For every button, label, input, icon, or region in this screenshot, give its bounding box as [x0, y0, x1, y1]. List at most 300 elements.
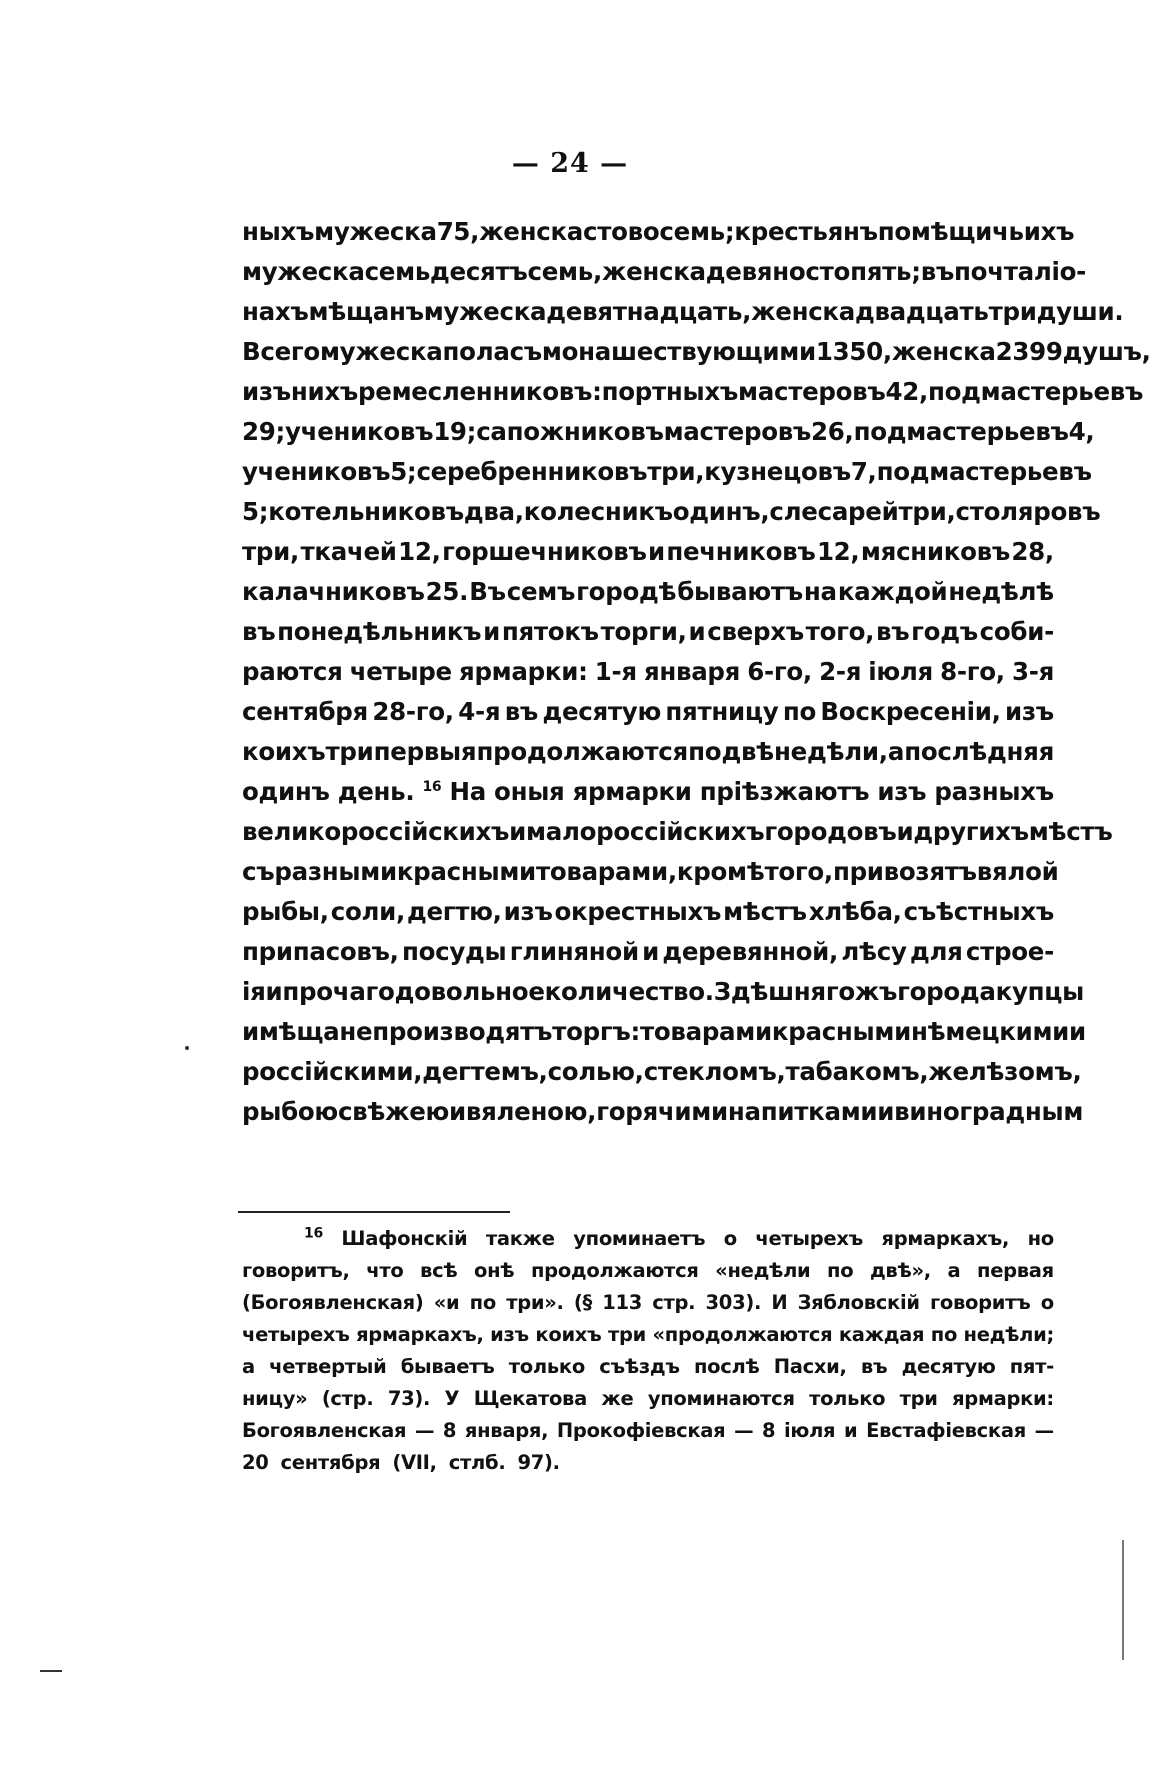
word: солью,	[547, 1057, 644, 1086]
word: января	[643, 657, 741, 686]
footnote-line	[242, 1383, 1054, 1415]
word: десятую	[542, 697, 661, 726]
word: ярмарки:	[952, 1387, 1054, 1410]
word: нѣмецкими	[911, 1017, 1070, 1046]
word: женска	[601, 257, 706, 286]
word: (стр.	[321, 1387, 374, 1410]
word: съ	[242, 857, 275, 886]
word: Зябловскій	[797, 1291, 920, 1314]
word: города	[897, 977, 996, 1006]
word: товарами	[639, 1017, 772, 1046]
word: послѣ	[693, 1355, 760, 1378]
word: рыбою	[242, 1097, 338, 1126]
word: стлб.	[448, 1451, 506, 1474]
word: У	[444, 1387, 460, 1410]
word: —	[1034, 1419, 1054, 1442]
word: и	[449, 1097, 466, 1126]
word: строе-	[965, 937, 1054, 966]
word: каждая	[838, 1323, 925, 1346]
word: торгъ:	[552, 1017, 640, 1046]
word: три,	[242, 537, 300, 566]
word: крестьянъ	[734, 217, 878, 246]
word: 6-го,	[747, 657, 812, 686]
word: душъ,	[1062, 337, 1151, 366]
word: и	[688, 617, 706, 646]
word: сверхъ	[707, 617, 804, 646]
word: изъ	[877, 777, 927, 806]
word: одинъ	[242, 777, 330, 806]
word: 113	[602, 1291, 642, 1314]
word: и	[642, 937, 660, 966]
word: четырехъ	[755, 1227, 863, 1250]
word: недѣлѣ	[948, 577, 1054, 606]
text-line	[242, 372, 1144, 412]
word: четырехъ	[242, 1323, 350, 1346]
word: три,	[647, 457, 705, 486]
word: Пасхи,	[773, 1355, 847, 1378]
word: по	[782, 697, 816, 726]
text-line	[242, 612, 1054, 652]
word: Евстафіевская	[866, 1419, 1026, 1442]
word: стекломъ,	[643, 1057, 786, 1086]
word: и	[242, 1017, 259, 1046]
word: 3-я	[1011, 657, 1054, 686]
word: мѣщанъ	[308, 297, 424, 326]
word: малороссійскихъ	[525, 817, 765, 846]
word: портныхъ	[601, 377, 739, 406]
word: 73).	[387, 1387, 431, 1410]
word: купцы	[995, 977, 1084, 1006]
footnote-line	[242, 1415, 1054, 1447]
word: семь,	[527, 257, 602, 286]
word: 303).	[705, 1291, 762, 1314]
word: ныхъ	[242, 217, 315, 246]
word: и	[648, 537, 665, 566]
word: 8	[762, 1419, 776, 1442]
word: по	[930, 1323, 958, 1346]
word: женска	[479, 217, 584, 246]
word: и	[844, 1419, 858, 1442]
word: ярмарки:	[459, 657, 588, 686]
word: упоминаются	[647, 1387, 795, 1410]
word: всѣ	[420, 1259, 458, 1282]
word: о	[723, 1227, 737, 1250]
text-line	[242, 852, 1059, 892]
text-line	[242, 492, 1101, 532]
word: (§	[573, 1291, 592, 1314]
word: что	[366, 1259, 404, 1282]
word: ярмаркахъ,	[356, 1323, 484, 1346]
word: ницу»	[242, 1387, 308, 1410]
text-line	[242, 1052, 1082, 1092]
text-line	[242, 692, 1054, 732]
word: души.	[1036, 297, 1124, 326]
word: раются	[242, 657, 343, 686]
word: говоритъ	[930, 1291, 1031, 1314]
word: ія	[242, 977, 266, 1006]
word: горячими	[596, 1097, 728, 1126]
word: количество.	[544, 977, 714, 1006]
word: изъ	[503, 897, 553, 926]
word: дегтю,	[406, 897, 502, 926]
text-line	[242, 892, 1054, 932]
word: 20	[242, 1451, 269, 1474]
word: ярмарки	[572, 777, 692, 806]
word: пятокъ	[501, 617, 599, 646]
word: 5;	[242, 497, 269, 526]
word: 4,	[1068, 417, 1095, 446]
word: три,	[898, 497, 956, 526]
text-line	[242, 972, 1084, 1012]
word: сапожниковъ	[476, 417, 664, 446]
word: производятъ	[372, 1017, 553, 1046]
word: а	[887, 737, 905, 766]
word: мужеска	[423, 297, 547, 326]
word: Шафонскій	[341, 1227, 468, 1250]
footnote-line	[242, 1287, 1054, 1319]
word: іюля	[784, 1419, 836, 1442]
text-line	[242, 932, 1054, 972]
word: и	[509, 817, 526, 846]
word: недѣли;	[963, 1323, 1054, 1346]
word: а	[242, 1355, 255, 1378]
word: столяровъ	[955, 497, 1101, 526]
word: только	[809, 1387, 886, 1410]
word: два,	[463, 497, 524, 526]
word: припасовъ,	[242, 937, 399, 966]
word: съѣздъ	[599, 1355, 680, 1378]
word: мужеска	[242, 257, 365, 286]
word: понедѣльникъ	[277, 617, 482, 646]
word: въ	[920, 257, 955, 286]
word: Всего	[242, 337, 320, 366]
word: говоритъ,	[242, 1259, 350, 1282]
word: января,	[464, 1419, 549, 1442]
word: первая	[977, 1259, 1054, 1282]
word: также	[485, 1227, 555, 1250]
word: Здѣшняго	[713, 977, 855, 1006]
word: 1350,	[815, 337, 892, 366]
word: почталіо-	[954, 257, 1087, 286]
word: 97).	[517, 1451, 560, 1474]
word: нахъ	[242, 297, 309, 326]
text-line	[242, 252, 1087, 292]
word: годъ	[911, 617, 978, 646]
word: пятницу	[665, 697, 779, 726]
word: сентября	[280, 1451, 381, 1474]
word: десятую	[901, 1355, 996, 1378]
word: первыя	[373, 737, 477, 766]
word: 26,	[811, 417, 854, 446]
word: 12,	[816, 537, 860, 566]
word: привозятъ	[832, 857, 977, 886]
word: хлѣба,	[808, 897, 902, 926]
word: изъ	[242, 377, 291, 406]
word: вялой	[976, 857, 1059, 886]
word: и	[1069, 1017, 1086, 1046]
word: семъ	[506, 577, 576, 606]
word: учениковъ	[242, 457, 391, 486]
word: бываетъ	[400, 1355, 495, 1378]
word: 8-го,	[940, 657, 1005, 686]
word: іюля	[868, 657, 933, 686]
word: Въ	[469, 577, 506, 606]
word: въ	[504, 697, 539, 726]
text-line	[242, 412, 1095, 452]
word: «и	[433, 1291, 460, 1314]
footnote-line	[242, 1255, 1054, 1287]
text-line	[242, 332, 1151, 372]
word: Прокофіевская	[556, 1419, 726, 1442]
word: учениковъ	[285, 417, 434, 446]
word: мужеска	[319, 337, 443, 366]
margin-mark	[40, 1670, 62, 1672]
word: продолжаются	[476, 737, 688, 766]
word: свѣжею	[337, 1097, 450, 1126]
word: мѣщане	[258, 1017, 373, 1046]
word: 42,	[885, 377, 929, 406]
word: 28,	[1011, 537, 1054, 566]
word: три	[988, 297, 1037, 326]
word: деревянной,	[662, 937, 839, 966]
word: того,	[805, 617, 875, 646]
text-line	[242, 1012, 1086, 1052]
footnote-line	[242, 1223, 1054, 1255]
word: на	[803, 577, 837, 606]
word: жъ	[854, 977, 898, 1006]
word: мѣстъ	[723, 897, 807, 926]
word: двѣ»,	[869, 1259, 931, 1282]
word: помѣщичьихъ	[877, 217, 1075, 246]
word: слесарей	[769, 497, 899, 526]
word: кромѣ	[676, 857, 765, 886]
word: 1-я	[594, 657, 637, 686]
word: восемь;	[627, 217, 735, 246]
word: двѣ	[721, 737, 774, 766]
word: сентября	[242, 697, 368, 726]
word: красными	[771, 1017, 911, 1046]
word: но	[1027, 1227, 1054, 1250]
footnote-separator	[238, 1211, 510, 1213]
word: вяленою,	[465, 1097, 597, 1126]
word: въ	[860, 1355, 888, 1378]
word: печниковъ	[666, 537, 816, 566]
word: На	[449, 777, 486, 806]
word: рыбы,	[242, 897, 329, 926]
text-line-footnote-ref	[242, 772, 1054, 812]
word: ткачей	[300, 537, 397, 566]
word: онѣ	[474, 1259, 515, 1282]
word: въ	[242, 617, 276, 646]
word: съ	[509, 337, 542, 366]
word: того,	[764, 857, 833, 886]
word: пять;	[850, 257, 921, 286]
word: серебренниковъ	[416, 457, 648, 486]
word: сто	[583, 217, 628, 246]
word: только	[508, 1355, 585, 1378]
footnote-line	[242, 1351, 1054, 1383]
word: И	[771, 1291, 788, 1314]
word: три	[325, 737, 374, 766]
word: колесникъ	[523, 497, 673, 526]
word: кузнецовъ	[704, 457, 851, 486]
scan-edge	[1122, 1540, 1124, 1660]
footnote-block	[242, 1223, 1054, 1479]
word: оныя	[494, 777, 565, 806]
word: 7,	[850, 457, 877, 486]
word: недѣли,	[774, 737, 888, 766]
word: три	[607, 1323, 646, 1346]
word: для	[909, 937, 963, 966]
word: 25.	[425, 577, 469, 606]
text-line	[242, 572, 1054, 612]
word: коихъ	[535, 1323, 602, 1346]
word: и	[896, 817, 914, 846]
text-line	[242, 452, 1092, 492]
word: упоминаетъ	[573, 1227, 706, 1250]
word: девятнадцать,	[546, 297, 752, 326]
word: котельниковъ	[268, 497, 464, 526]
word: двадцать	[854, 297, 989, 326]
word: послѣдняя	[904, 737, 1054, 766]
word: «недѣли	[715, 1259, 811, 1282]
word: мясниковъ	[860, 537, 1010, 566]
word: торги,	[600, 617, 687, 646]
word: пріѣзжаютъ	[699, 777, 870, 806]
word: «продолжаются	[652, 1323, 833, 1346]
word: стр.	[652, 1291, 696, 1314]
word: 2-я	[819, 657, 862, 686]
footnote-line	[242, 1319, 1054, 1351]
word: ярмаркахъ,	[881, 1227, 1010, 1250]
word: монашествующими	[541, 337, 816, 366]
word: разныхъ	[934, 777, 1054, 806]
word: россійскими,	[242, 1057, 423, 1086]
word: Богоявленская	[242, 1419, 407, 1442]
word: великороссійскихъ	[242, 817, 510, 846]
word: по	[688, 737, 722, 766]
word: 8	[442, 1419, 457, 1442]
word: и	[483, 617, 500, 646]
word: съѣстныхъ	[903, 897, 1054, 926]
text-line	[242, 532, 1054, 572]
footnote-ref: 16	[422, 778, 442, 795]
word: три».	[506, 1291, 564, 1314]
word: ремесленниковъ:	[358, 377, 602, 406]
word: разными	[274, 857, 397, 886]
word: мѣстъ	[1028, 817, 1113, 846]
word: глиняной	[509, 937, 639, 966]
word: городѣ	[576, 577, 677, 606]
word: прочаго	[282, 977, 395, 1006]
word: соли,	[330, 897, 405, 926]
text-line	[242, 1092, 1084, 1132]
footnote-number: 16	[304, 1225, 323, 1242]
word: —	[734, 1419, 754, 1442]
text-line	[242, 812, 1113, 852]
word: девяносто	[705, 257, 851, 286]
word: бываютъ	[677, 577, 803, 606]
word: Воскресеніи,	[820, 697, 1001, 726]
word: и	[877, 1097, 895, 1126]
text-line	[242, 212, 1075, 252]
word: другихъ	[913, 817, 1029, 846]
word: по	[469, 1291, 496, 1314]
word: три	[899, 1387, 938, 1410]
text-line	[242, 292, 1124, 332]
word: день.	[337, 777, 415, 806]
footnote-line	[242, 1447, 1054, 1479]
word: 28-го,	[372, 697, 454, 726]
word: по	[827, 1259, 854, 1282]
word: посуды	[402, 937, 507, 966]
word: а	[947, 1259, 961, 1282]
word: подмастерьевъ	[876, 457, 1092, 486]
word: женска	[751, 297, 855, 326]
word: изъ	[1005, 697, 1054, 726]
word: же	[601, 1387, 634, 1410]
word: мастеровъ	[738, 377, 886, 406]
word: четыре	[349, 657, 452, 686]
word: (Богоявленская)	[242, 1291, 424, 1314]
word: коихъ	[242, 737, 326, 766]
word: табакомъ,	[785, 1057, 929, 1086]
word: каждой	[837, 577, 948, 606]
word: виноградным	[894, 1097, 1084, 1126]
word: 4-я	[458, 697, 501, 726]
word: продолжаются	[530, 1259, 699, 1282]
word: пят-	[1009, 1355, 1054, 1378]
word: четвертый	[269, 1355, 387, 1378]
word: семьдесятъ	[364, 257, 528, 286]
word: довольное	[394, 977, 545, 1006]
word: напитками	[727, 1097, 878, 1126]
word: мастеровъ	[663, 417, 812, 446]
word: въ	[876, 617, 910, 646]
main-text	[242, 212, 1151, 1132]
word: мужеска	[314, 217, 437, 246]
word: нихъ	[290, 377, 359, 406]
word: пола	[442, 337, 510, 366]
word: о	[1040, 1291, 1054, 1314]
word: калачниковъ	[242, 577, 425, 606]
word: красными	[396, 857, 536, 886]
word: (VII,	[392, 1451, 437, 1474]
word: женска	[891, 337, 996, 366]
word: 29;	[242, 417, 285, 446]
page-number: — 24 —	[511, 148, 629, 179]
word: подмастерьевъ	[853, 417, 1069, 446]
word: горшечниковъ	[442, 537, 647, 566]
word: городовъ	[764, 817, 897, 846]
word: и	[265, 977, 283, 1006]
word: лѣсу	[841, 937, 907, 966]
text-line	[242, 732, 1054, 772]
word: —	[414, 1419, 435, 1442]
word: 19;	[433, 417, 477, 446]
word: дегтемъ,	[422, 1057, 548, 1086]
word: желѣзомъ,	[928, 1057, 1082, 1086]
word: Щекатова	[473, 1387, 587, 1410]
word: соби-	[979, 617, 1054, 646]
word: 2399	[995, 337, 1063, 366]
text-line	[242, 652, 1054, 692]
word: 5;	[390, 457, 417, 486]
word: одинъ,	[672, 497, 770, 526]
word: изъ	[490, 1323, 529, 1346]
word: подмастерьевъ	[928, 377, 1144, 406]
word: товарами,	[535, 857, 677, 886]
